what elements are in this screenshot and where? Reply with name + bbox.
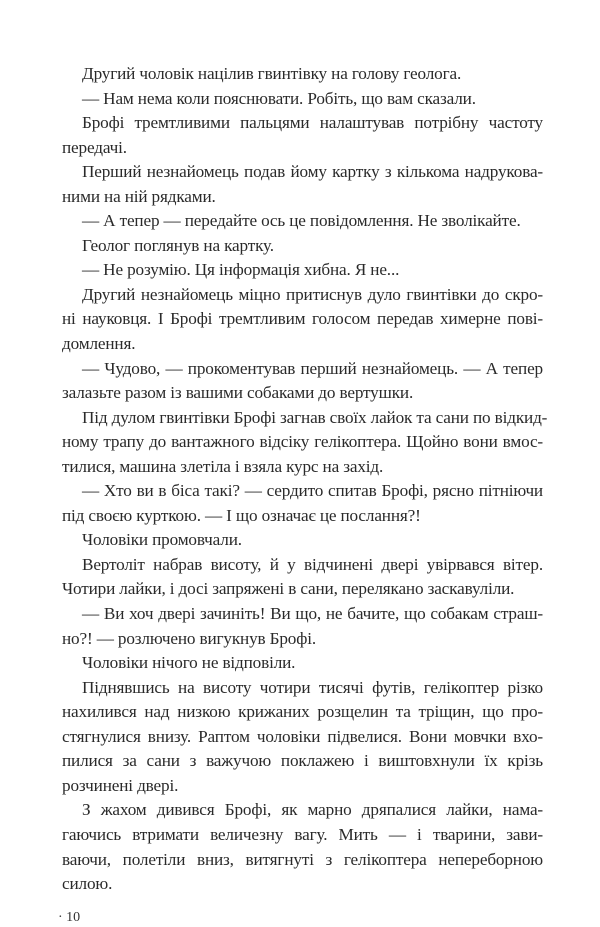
- text-line: Під дулом гвинтівки Брофі загнав своїх лайок та сани по відкид-: [82, 407, 548, 427]
- paragraph: [62, 357, 543, 406]
- text-line: ними на ній рядками.: [62, 186, 216, 206]
- paragraph: [62, 553, 543, 602]
- text-line: ному трапу до вантажного відсіку гелікоптера. Щойно вони вмос-: [62, 432, 543, 452]
- text-line: — Не розумію. Ця інформація хибна. Я не...: [82, 260, 400, 280]
- text-line: Чоловіки промовчали.: [82, 530, 242, 550]
- paragraph: [62, 111, 543, 160]
- text-line: Другий незнайомець міцно притиснув дуло гвинтівки до скро-: [82, 284, 543, 304]
- text-line: нахилився над низкою крижаних розщелин та тріщин, що про-: [62, 702, 543, 722]
- text-line: залазьте разом із вашими собаками до вертушки.: [62, 383, 414, 403]
- page-number: · 10: [58, 909, 81, 925]
- text-line: З жахом дивився Брофі, як марно дряпалися лайки, нама-: [82, 800, 543, 820]
- book-page-text: [62, 62, 548, 897]
- text-line: но?! — розлючено вигукнув Брофі.: [62, 628, 317, 648]
- text-line: передачі.: [62, 137, 127, 157]
- text-line: ні науковця. І Брофі тремтливим голосом передав химерне пові-: [62, 309, 543, 329]
- paragraph: [62, 258, 543, 283]
- text-line: пилися за сани з важучою поклажею і виштовхнули їх крізь: [62, 751, 543, 771]
- text-line: розчинені двері.: [62, 775, 179, 795]
- text-line: — Ви хоч двері зачиніть! Ви що, не бачите, що собакам страш-: [82, 604, 543, 624]
- text-line: Вертоліт набрав висоту, й у відчинені двері увірвався вітер.: [82, 554, 543, 574]
- text-line: Перший незнайомець подав йому картку з кількома надрукова-: [82, 162, 543, 182]
- paragraph: [62, 283, 543, 357]
- text-line: Брофі тремтливими пальцями налаштував потрібну частоту: [82, 113, 543, 133]
- book-page: [58, 62, 548, 927]
- paragraph: [62, 87, 543, 112]
- paragraph: [62, 676, 543, 799]
- paragraph: [62, 651, 543, 676]
- text-line: тилися, машина злетіла і взяла курс на захід.: [62, 456, 384, 476]
- text-line: Чотири лайки, і досі запряжені в сани, перелякано заскавуліли.: [62, 579, 515, 599]
- text-line: ваючи, полетіли вниз, витягнуті з гелікоптера непереборною: [62, 849, 543, 869]
- paragraph: [62, 528, 543, 553]
- text-line: — Нам нема коли пояснювати. Робіть, що вам сказали.: [82, 88, 476, 108]
- text-line: — Чудово, — прокоментував перший незнайомець. — А тепер: [82, 358, 543, 378]
- paragraph: [62, 62, 543, 87]
- text-line: Чоловіки нічого не відповіли.: [82, 653, 296, 673]
- paragraph: [62, 479, 543, 528]
- text-line: Другий чоловік націлив гвинтівку на голову геолога.: [82, 64, 462, 83]
- paragraph: [62, 406, 548, 480]
- text-line: стягнулися внизу. Раптом чоловіки підвелися. Вони мовчки вхо-: [62, 726, 543, 746]
- text-line: Геолог поглянув на картку.: [82, 235, 274, 255]
- paragraph: [62, 209, 543, 234]
- text-line: Піднявшись на висоту чотири тисячі футів, гелікоптер різко: [82, 677, 543, 697]
- paragraph: [62, 798, 543, 896]
- text-line: під своєю курткою. — І що означає це послання?!: [62, 505, 421, 525]
- text-line: домлення.: [62, 334, 136, 354]
- text-line: гаючись втримати величезну вагу. Мить — і тварини, зави-: [62, 824, 543, 844]
- paragraph: [62, 602, 543, 651]
- text-line: — Хто ви в біса такі? — сердито спитав Брофі, рясно пітніючи: [82, 481, 543, 501]
- text-line: силою.: [62, 874, 113, 894]
- text-line: — А тепер — передайте ось це повідомлення. Не зволікайте.: [82, 211, 521, 231]
- paragraph: [62, 160, 543, 209]
- paragraph: [62, 234, 543, 259]
